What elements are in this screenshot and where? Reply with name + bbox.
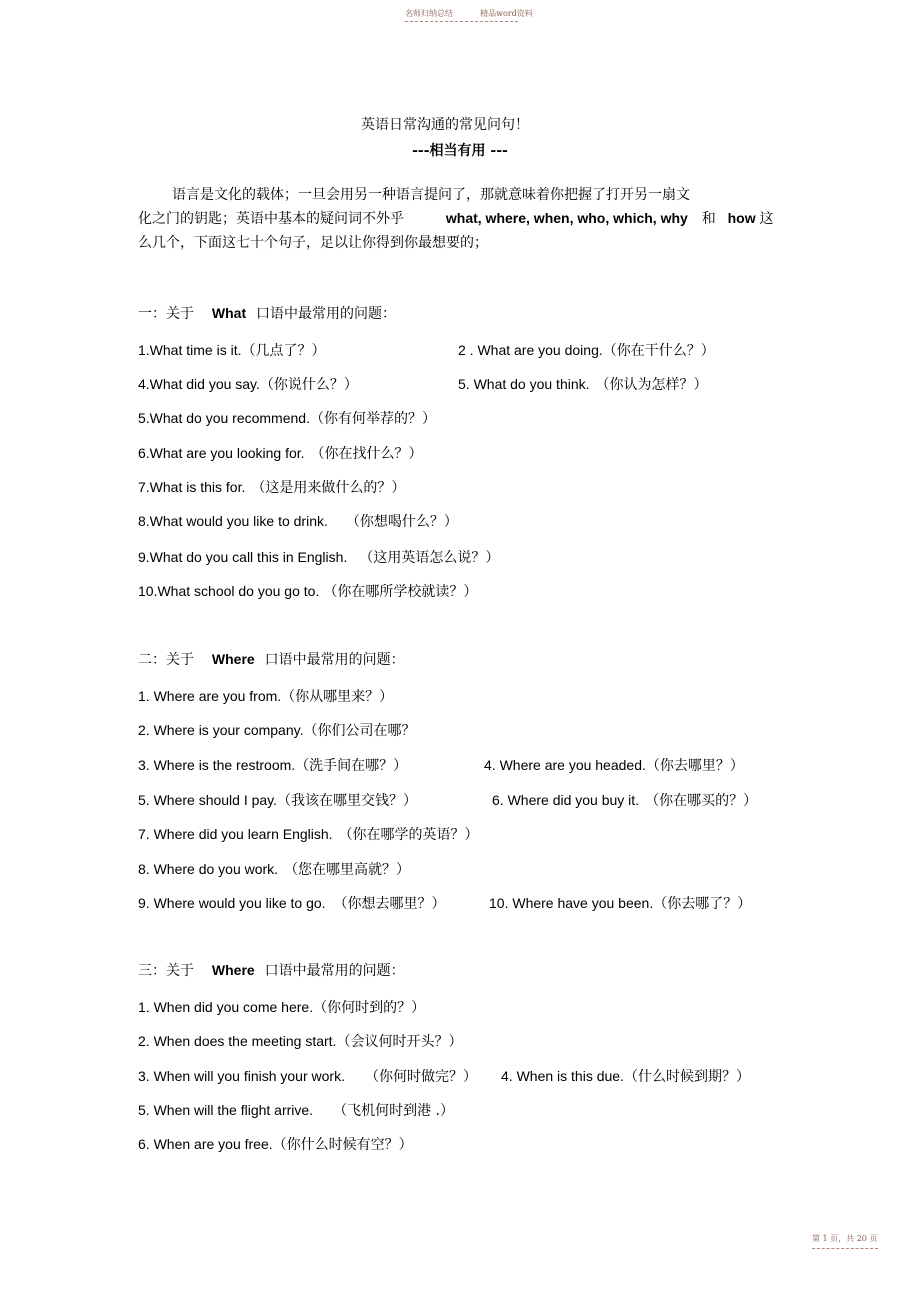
section-keyword: Where [211, 962, 255, 978]
intro-line-1: 语言是文化的载体；一旦会用另一种语言提问了，那就意味着你把握了打开另一扇文 [172, 187, 690, 203]
question-item: 2 . What are you doing.（你在干什么？） [458, 342, 715, 359]
question-item: 3. Where is the restroom.（洗手间在哪？） [138, 757, 408, 774]
question-item: 9. Where would you like to go. （你想去哪里？） [138, 895, 446, 912]
intro-keywords: what, where, when, who, which, why [445, 210, 688, 226]
question-item: 4. When is this due.（什么时候到期？） [501, 1068, 750, 1085]
page-title: 英语日常沟通的常见问句！ [361, 117, 529, 133]
question-item: 5. What do you think. （你认为怎样？） [458, 376, 708, 393]
question-item: 6.What are you looking for. （你在找什么？） [138, 445, 423, 462]
intro-how: how [727, 210, 756, 226]
section-prefix: 三：关于 [138, 963, 194, 979]
question-item: 5. When will the flight arrive. （飞机何时到港 .） [138, 1102, 454, 1119]
question-item: 3. When will you finish your work. （你何时做完？） [138, 1068, 477, 1085]
question-item: 7.What is this for. （这是用来做什么的？） [138, 479, 406, 496]
question-item: 1.What time is it.（几点了？） [138, 342, 326, 359]
question-item: 6. Where did you buy it. （你在哪买的？） [492, 792, 758, 809]
section-keyword: Where [211, 651, 255, 667]
question-item: 10.What school do you go to. （你在哪所学校就读？） [138, 583, 478, 600]
section-title-what [138, 303, 396, 323]
header-left-text: 名师归纳总结 [405, 9, 453, 18]
section-keyword: What [211, 305, 247, 321]
intro-line-2-prefix: 化之门的钥匙；英语中基本的疑问词不外乎 [138, 211, 404, 227]
section-suffix: 口语中最常用的问题： [256, 306, 396, 322]
intro-suffix: 这 [759, 211, 774, 227]
question-item: 1. Where are you from.（你从哪里来？） [138, 688, 394, 705]
section-suffix: 口语中最常用的问题： [264, 652, 405, 668]
question-item: 2. Where is your company.（你们公司在哪？ [138, 722, 416, 739]
intro-line-2 [138, 208, 773, 228]
header-right-text: 精品word资料 [480, 9, 533, 18]
page-footer: 第 1 页，共 20 页 [812, 1234, 878, 1243]
question-item: 7. Where did you learn English. （你在哪学的英语？） [138, 826, 479, 843]
question-item: 10. Where have you been.（你去哪了？） [489, 895, 752, 912]
page-header [405, 8, 533, 19]
question-item: 5. Where should I pay.（我该在哪里交钱？） [138, 792, 418, 809]
intro-and: 和 [701, 211, 716, 227]
section-suffix: 口语中最常用的问题： [264, 963, 405, 979]
header-divider [405, 21, 518, 22]
footer-divider [812, 1248, 878, 1249]
question-item: 6. When are you free.（你什么时候有空？） [138, 1136, 413, 1153]
section-prefix: 二：关于 [138, 652, 194, 668]
question-item: 1. When did you come here.（你何时到的？） [138, 999, 426, 1016]
page-subtitle: ---相当有用 --- [412, 143, 508, 159]
question-item: 9.What do you call this in English. （这用英语怎么说？） [138, 549, 500, 566]
question-item: 8.What would you like to drink. （你想喝什么？） [138, 513, 458, 530]
question-item: 8. Where do you work. （您在哪里高就？） [138, 861, 411, 878]
question-item: 5.What do you recommend.（你有何举荐的？） [138, 410, 436, 427]
intro-line-3: 么几个，下面这七十个句子，足以让你得到你最想要的； [138, 235, 488, 251]
section-prefix: 一：关于 [138, 306, 194, 322]
section-title-when [138, 960, 405, 980]
section-title-where [138, 649, 405, 669]
question-item: 2. When does the meeting start.（会议何时开头？） [138, 1033, 463, 1050]
question-item: 4. Where are you headed.（你去哪里？） [484, 757, 744, 774]
question-item: 4.What did you say.（你说什么？） [138, 376, 358, 393]
